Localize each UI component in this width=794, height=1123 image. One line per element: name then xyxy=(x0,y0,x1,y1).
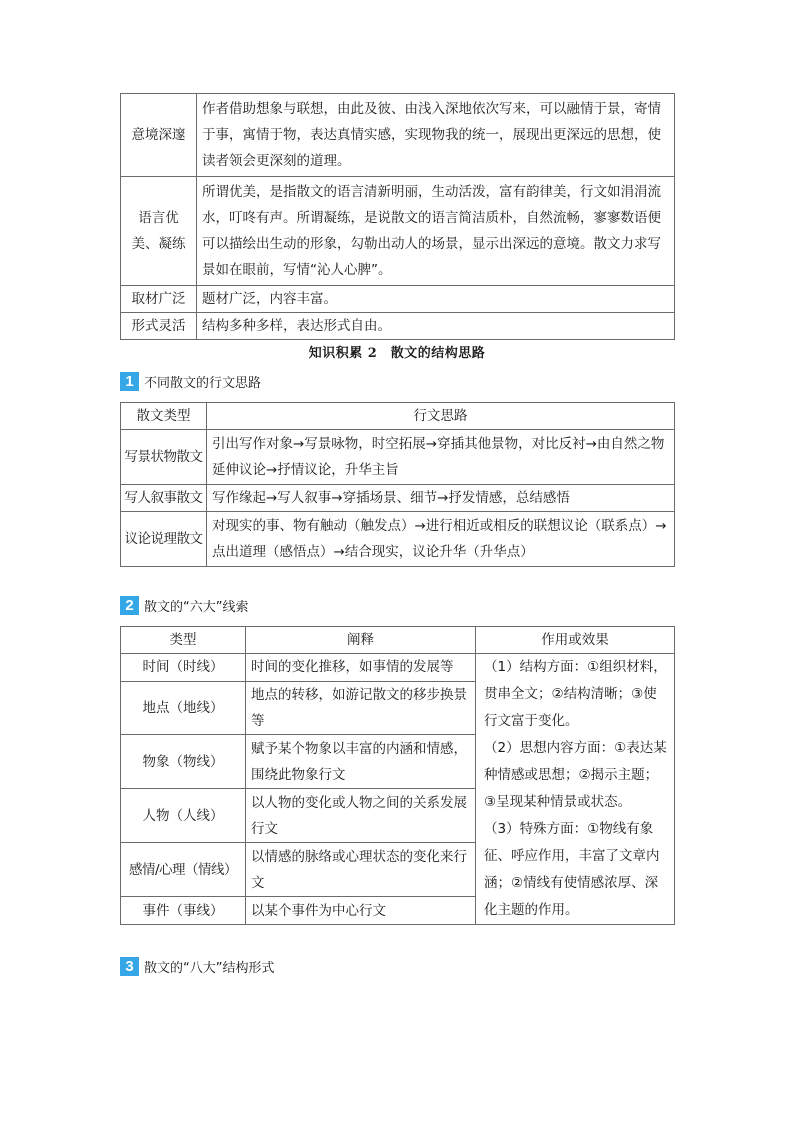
table-row xyxy=(121,286,675,313)
features-table xyxy=(120,93,675,340)
table-header-row xyxy=(121,627,675,654)
essay-type: 写人叙事散文 xyxy=(121,485,207,512)
section-title: 知识积累 2 散文的结构思路 xyxy=(308,346,486,361)
column-header: 类型 xyxy=(121,627,246,654)
clue-desc: 以某个事件为中心行文 xyxy=(246,897,476,925)
column-header: 阐释 xyxy=(246,627,476,654)
table-row xyxy=(121,313,675,340)
clue-desc: 时间的变化推移，如事情的发展等 xyxy=(246,654,476,682)
heading-2 xyxy=(120,594,248,616)
essay-type: 议论说理散文 xyxy=(121,512,207,567)
clue-type: 感情/心理（情线） xyxy=(121,843,246,897)
heading-1 xyxy=(120,370,261,392)
effect-item: （1）结构方面：①组织材料，贯串全文；②结构清晰；③使行文富于变化。 xyxy=(484,659,667,729)
essay-type: 写景状物散文 xyxy=(121,430,207,485)
feature-text: 所谓优美，是指散文的语言清新明丽，生动活泼，富有韵律美，行文如涓涓流水，叮咚有声。所谓凝练，是说散文的语言简洁质朴，自然流畅，寥寥数语便可以描绘出生动的形象，勾勒出动人的场景，显示出深远的意境。散文力求写景如在眼前，写情“沁人心脾”。 xyxy=(197,177,675,286)
column-header: 作用或效果 xyxy=(476,627,675,654)
clue-effect xyxy=(476,654,675,925)
feature-text: 作者借助想象与联想，由此及彼、由浅入深地依次写来，可以融情于景，寄情于事，寓情于物，表达真情实感，实现物我的统一，展现出更深远的思想，使读者领会更深刻的道理。 xyxy=(197,94,675,177)
table-row xyxy=(121,654,675,682)
clue-type: 时间（时线） xyxy=(121,654,246,682)
writing-route: 对现实的事、物有触动（触发点）→进行相近或相反的联想议论（联系点）→点出道理（感悟点）→结合现实，议论升华（升华点） xyxy=(207,512,675,567)
feature-text: 题材广泛，内容丰富。 xyxy=(197,286,675,313)
clue-type: 地点（地线） xyxy=(121,681,246,735)
table-row xyxy=(121,512,675,567)
clue-desc: 地点的转移，如游记散文的移步换景等 xyxy=(246,681,476,735)
table-row xyxy=(121,485,675,512)
number-badge: 2 xyxy=(120,596,139,615)
clue-type: 事件（事线） xyxy=(121,897,246,925)
heading-3 xyxy=(120,955,274,977)
table-row xyxy=(121,94,675,177)
number-badge: 1 xyxy=(120,372,139,391)
column-header: 行文思路 xyxy=(207,403,675,430)
effect-item: （3）特殊方面：①物线有象征、呼应作用，丰富了文章内涵；②情线有使情感浓厚、深化主题的作用。 xyxy=(484,821,660,918)
clue-desc: 以情感的脉络或心理状态的变化来行文 xyxy=(246,843,476,897)
feature-label: 取材广泛 xyxy=(121,286,197,313)
clue-desc: 赋予某个物象以丰富的内涵和情感，围绕此物象行文 xyxy=(246,735,476,789)
clue-type: 人物（人线） xyxy=(121,789,246,843)
heading-text: 散文的“八大”结构形式 xyxy=(144,960,275,976)
writing-route: 写作缘起→写人叙事→穿插场景、细节→抒发情感，总结感悟 xyxy=(207,485,675,512)
feature-label: 语言优美、凝练 xyxy=(121,177,197,286)
table-header-row xyxy=(121,403,675,430)
table-row xyxy=(121,177,675,286)
feature-label: 意境深邃 xyxy=(121,94,197,177)
column-header: 散文类型 xyxy=(121,403,207,430)
writing-route: 引出写作对象→写景咏物，时空拓展→穿插其他景物，对比反衬→由自然之物延伸议论→抒情议论，升华主旨 xyxy=(207,430,675,485)
clue-desc: 以人物的变化或人物之间的关系发展行文 xyxy=(246,789,476,843)
table-row xyxy=(121,430,675,485)
heading-text: 不同散文的行文思路 xyxy=(144,375,262,391)
writing-route-table xyxy=(120,402,675,567)
clue-type: 物象（物线） xyxy=(121,735,246,789)
feature-text: 结构多种多样，表达形式自由。 xyxy=(197,313,675,340)
number-badge: 3 xyxy=(120,957,139,976)
feature-label: 形式灵活 xyxy=(121,313,197,340)
clue-table xyxy=(120,626,675,925)
effect-item: （2）思想内容方面：①表达某种情感或思想；②揭示主题；③呈现某种情景或状态。 xyxy=(484,740,667,810)
heading-text: 散文的“六大”线索 xyxy=(144,599,249,615)
